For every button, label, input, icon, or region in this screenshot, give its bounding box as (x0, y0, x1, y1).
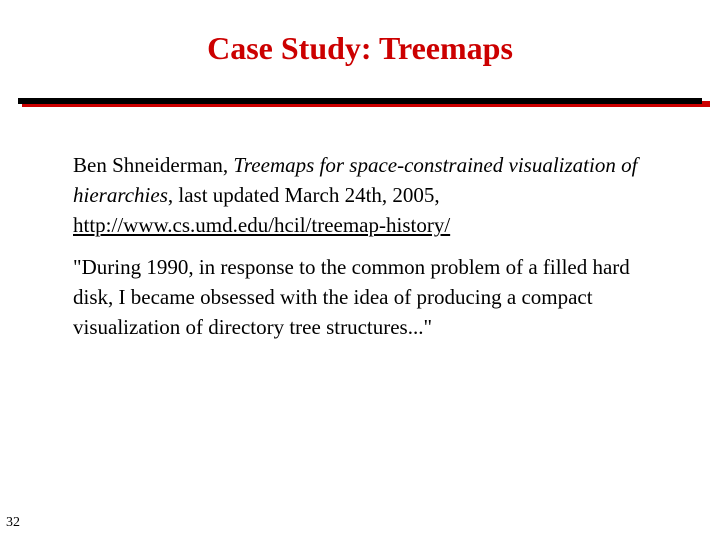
reference-updated: , last updated March 24th, 2005, (167, 183, 440, 207)
reference-paragraph (73, 150, 653, 240)
quote-paragraph: "During 1990, in response to the common problem of a filled hard disk, I became obsessed with the idea of producing a compact visualization of directory tree structures..." (73, 255, 630, 339)
title-underline (18, 98, 702, 104)
slide-title: Case Study: Treemaps (207, 30, 513, 66)
reference-title: Treemaps for space-constrained visualization of hierarchies (73, 153, 638, 207)
slide-number: 32 (6, 515, 20, 530)
reference-link[interactable]: http://www.cs.umd.edu/hcil/treemap-history/ (73, 213, 451, 237)
reference-author: Ben Shneiderman, (73, 153, 229, 177)
